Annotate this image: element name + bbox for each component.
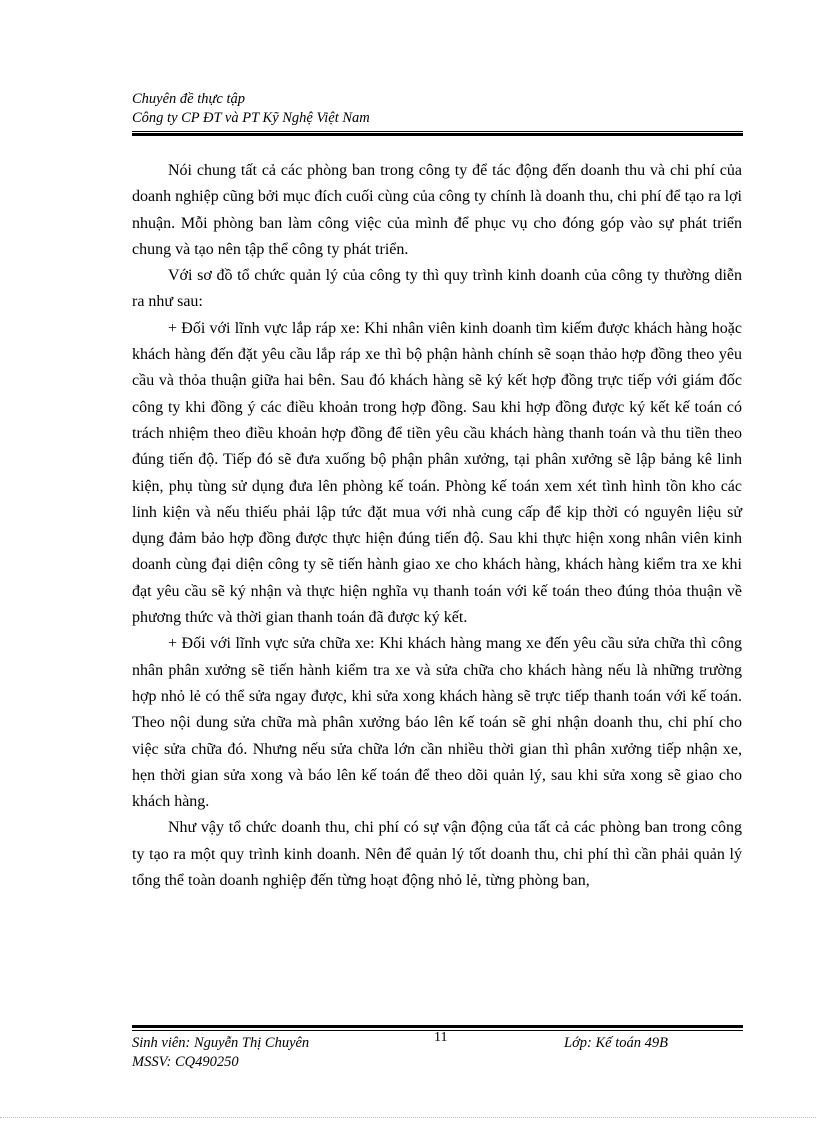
footer-student-name: Sinh viên: Nguyễn Thị Chuyên xyxy=(132,1035,310,1051)
paragraph-2: Với sơ đồ tổ chức quản lý của công ty thì quy trình kinh doanh của công ty thường diễn ra như sau: xyxy=(132,267,742,311)
page-bottom-edge xyxy=(0,1117,816,1118)
footer-student-id: MSSV: CQ490250 xyxy=(132,1054,239,1070)
header-report-title: Chuyên đề thực tập xyxy=(132,91,246,107)
page-header xyxy=(132,90,742,128)
page-footer xyxy=(132,1030,743,1074)
paragraph-1: Nói chung tất cả các phòng ban trong công ty để tác động đến doanh thu và chi phí của doanh nghiệp cũng bởi mục đích cuối cùng của công ty chính là doanh thu, chi phí để tạo ra lợi nhuận. Mỗi phòng ban làm công việc của mình để phục vụ cho đóng góp vào sự phát triển chung và tạo nên tập thể công ty phát triển. xyxy=(132,162,742,258)
footer-class-name: Lớp: Kế toán 49B xyxy=(564,1035,668,1051)
paragraph-4: + Đối với lĩnh vực sửa chữa xe: Khi khách hàng mang xe đến yêu cầu sửa chữa thì công nhân phân xưởng sẽ tiến hành kiểm tra xe và sửa chữa cho khách hàng nếu là những trường hợp nhỏ lẻ có thể sửa ngay được, khi sửa xong khách hàng sẽ trực tiếp thanh toán với kế toán. Theo nội dung sửa chữa mà phân xưởng báo lên kế toán sẽ ghi nhận doanh thu, chi phí cho việc sửa chữa đó. Nhưng nếu sửa chữa lớn cần nhiều thời gian thì phân xưởng tiếp nhận xe, hẹn thời gian sửa xong và báo lên kế toán để theo dõi quản lý, sau khi sửa xong sẽ giao cho khách hàng. xyxy=(132,635,742,811)
paragraph-5: Như vậy tổ chức doanh thu, chi phí có sự vận động của tất cả các phòng ban trong công ty tạo ra một quy trình kinh doanh. Nên để quản lý tốt doanh thu, chi phí thì cần phải quản lý tổng thể toàn doanh nghiệp đến từng hoạt động nhỏ lẻ, từng phòng ban, xyxy=(132,819,742,890)
header-company-name: Công ty CP ĐT và PT Kỹ Nghệ Việt Nam xyxy=(132,110,370,126)
header-rule-thin xyxy=(132,131,743,132)
body-text xyxy=(132,158,742,894)
header-rule-thick xyxy=(132,133,743,136)
paragraph-3: + Đối với lĩnh vực lắp ráp xe: Khi nhân viên kinh doanh tìm kiếm được khách hàng hoặc khách hàng đến đặt yêu cầu lắp ráp xe thì bộ phận hành chính sẽ soạn thảo hợp đồng theo yêu cầu và thỏa thuận giữa hai bên. Sau đó khách hàng sẽ ký kết hợp đồng trực tiếp với giám đốc công ty khi đồng ý các điều khoản trong hợp đồng. Sau khi hợp đồng được ký kết kế toán có trách nhiệm theo điều khoản hợp đồng để tiền yêu cầu khách hàng thanh toán và thu tiền theo đúng tiến độ. Tiếp đó sẽ đưa xuống bộ phận phân xưởng, tại phân xưởng sẽ lập bảng kê linh kiện, phụ tùng sử dụng đưa lên phòng kế toán. Phòng kế toán xem xét tình hình tồn kho các linh kiện và nếu thiếu phải lập tức đặt mua với nhà cung cấp để kịp thời có nguyên liệu sử dụng đảm bảo hợp đồng được thực hiện đúng tiến độ. Sau khi thực hiện xong nhân viên kinh doanh cùng đại diện công ty sẽ tiến hành giao xe cho khách hàng, khách hàng kiểm tra xe khi đạt yêu cầu sẽ ký nhận và thực hiện nghĩa vụ thanh toán với kế toán theo đúng thỏa thuận về phương thức và thời gian thanh toán đã được ký kết. xyxy=(132,319,742,627)
page-number: 11 xyxy=(434,1030,448,1045)
